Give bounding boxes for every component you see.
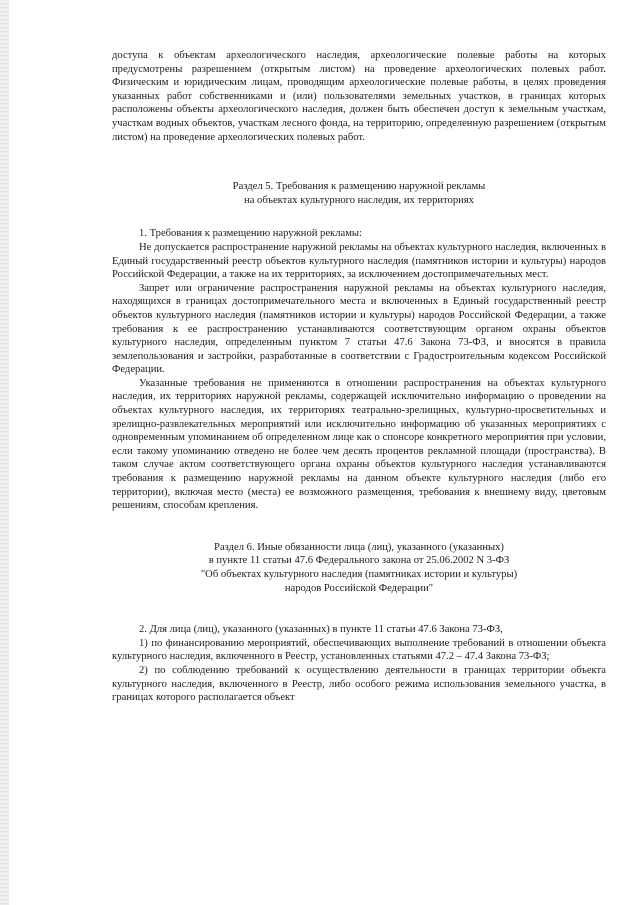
- section-5-paragraph-1: Не допускается распространение наружной рекламы на объектах культурного наследия, включенных в Единый государственный реестр объектов культурного наследия (памятников истории и культуры) народов Российской Федерации, а также на их территориях, за исключением достопримечательных мест.: [112, 241, 606, 281]
- section-6-item-2: 2. Для лица (лиц), указанного (указанных) в пункте 11 статьи 47.6 Закона 73-ФЗ,: [139, 624, 503, 636]
- intro-paragraph: доступа к объектам археологического наследия, археологические полевые работы на которых предусмотрены разрешением (открытым листом) на проведение археологических полевых работ. Физическим и юридическим лицам, проводящим археологические полевые работы, в целях проведения указанных работ собственниками и (или) пользователями земельных участков, в границах которых расположены объекты археологического наследия, должен быть обеспечен доступ к земельным участкам, участкам водных объектов, участкам лесного фонда, на территорию, определенную разрешением (открытым листом) на проведение археологических полевых работ.: [112, 50, 606, 143]
- section-5-paragraph-2: Запрет или ограничение распространения наружной рекламы на объектах культурного наследия, находящихся в границах достопримечательного места и включенных в Единый государственный реестр объектов культурного наследия (памятников истории и культуры) народов Российской Федерации, а также требования к ее распространению устанавливаются соответствующим органом охраны объектов культурного наследия, определенным пунктом 7 статьи 47.6 Закона 73-ФЗ, и вносятся в правила землепользования и застройки, разработанные в соответствии с Градостроительным кодексом Российской Федерации.: [112, 282, 606, 376]
- section-6-heading-line-3: "Об объектах культурного наследия (памятниках истории и культуры): [200, 569, 518, 580]
- document-page: [112, 49, 606, 705]
- section-5-item-1: 1. Требования к размещению наружной рекламы:: [139, 228, 362, 240]
- section-5-paragraph-3: Указанные требования не применяются в отношении распространения на объектах культурного наследия, их территориях наружной рекламы, содержащей исключительно информацию о проведении на объектах культурного наследия, их территориях театрально-зрелищных, культурно-просветительных и зрелищно-развлекательных мероприятий или исключительно информацию об указанных мероприятиях с одновременным упоминанием об определенном лице как о спонсоре конкретного мероприятия при условии, если такому упоминанию отведено не более чем десять процентов рекламной площади (пространства). В таком случае актом соответствующего органа охраны объектов культурного наследия устанавливаются требования к размещению наружной рекламы на данном объекте культурного наследия (либо его территории), включая место (места) ее возможного размещения, требования к внешнему виду, цветовым решениям, способам крепления.: [112, 377, 606, 512]
- section-5-heading-line-2: на объектах культурного наследия, их территориях: [244, 194, 474, 206]
- section-6-heading-line-2: в пункте 11 статьи 47.6 Федерального закона от 25.06.2002 N 3-ФЗ: [208, 555, 510, 567]
- section-5-heading-line-1: Раздел 5. Требования к размещению наружной рекламы: [232, 181, 486, 193]
- section-6-subitem-1: 1) по финансированию мероприятий, обеспечивающих выполнение требований в отношении объекта культурного наследия, включенного в Реестр, установленных статьями 47.2 – 47.4 Закона 73-ФЗ;: [112, 637, 606, 663]
- section-6-heading-line-4: народов Российской Федерации": [284, 582, 434, 594]
- section-6-subitem-2: 2) по соблюдению требований к осуществлению деятельности в границах территории объекта культурного наследия, включенного в Реестр, либо особого режима использования земельного участка, в границах которого располагается объект: [112, 664, 606, 704]
- section-6-heading-line-1: Раздел 6. Иные обязанности лица (лиц), указанного (указанных): [214, 541, 504, 553]
- scan-edge: [0, 0, 9, 905]
